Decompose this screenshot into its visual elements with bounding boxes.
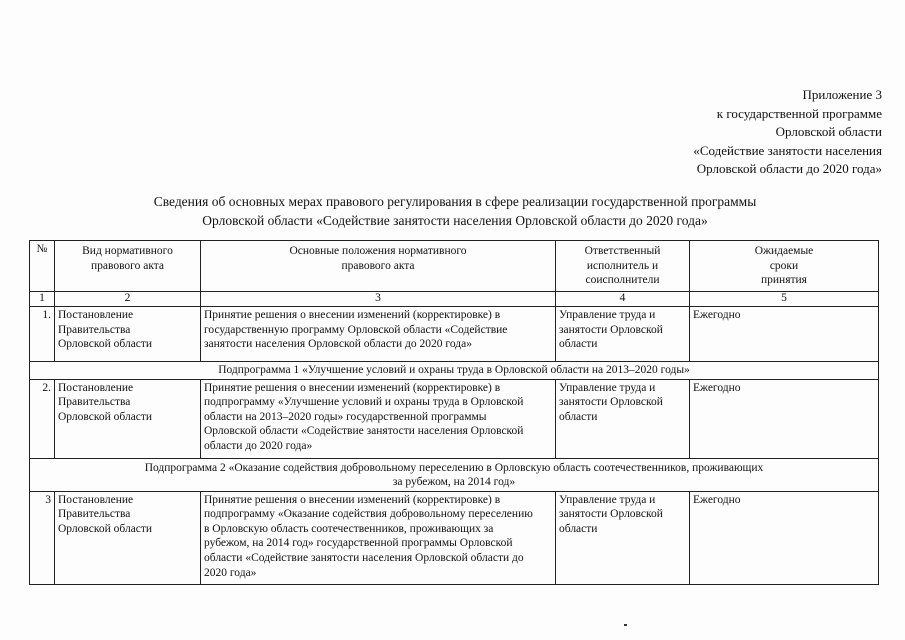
row-deadline: Ежегодно [690, 307, 879, 362]
appendix-line: Приложение 3 [802, 87, 882, 102]
column-number-row [30, 292, 879, 307]
row-number: 3 [30, 491, 55, 584]
subprogram-title: Подпрограмма 1 «Улучшение условий и охраны труда в Орловской области на 2013–2020 годы» [30, 362, 879, 380]
header-deadline: Ожидаемые сроки принятия [690, 241, 879, 292]
column-number: 3 [201, 292, 556, 307]
row-executor: Управление труда и занятости Орловской области [556, 379, 690, 458]
table-row [30, 307, 879, 362]
column-number: 2 [55, 292, 201, 307]
column-number: 4 [556, 292, 690, 307]
row-number: 1. [30, 307, 55, 362]
table-row [30, 379, 879, 458]
appendix-block [620, 86, 882, 179]
scan-speck [624, 624, 627, 626]
row-act-type: Постановление Правительства Орловской области [55, 491, 201, 584]
header-act-type: Вид нормативного правового акта [55, 241, 201, 292]
row-act-type: Постановление Правительства Орловской области [55, 307, 201, 362]
heading-line: Сведения об основных мерах правового регулирования в сфере реализации государственной программы [153, 194, 757, 209]
header-row [30, 241, 879, 292]
subprogram-title: Подпрограмма 2 «Оказание содействия добровольному переселению в Орловскую область соотечественников, проживающих за рубежом, на 2014 год» [30, 458, 879, 491]
document-heading [60, 192, 850, 230]
row-act-type: Постановление Правительства Орловской области [55, 379, 201, 458]
row-content: Принятие решения о внесении изменений (корректировке) в подпрограмму «Улучшение условий и охраны труда в Орловской области на 2013–2020 годы» государственной программы Орловской области «Содействие занятости населения Орловской области до 2020 года» [201, 379, 556, 458]
subprogram-row [30, 458, 879, 491]
row-number: 2. [30, 379, 55, 458]
row-executor: Управление труда и занятости Орловской области [556, 491, 690, 584]
header-executor: Ответственный исполнитель и соисполнители [556, 241, 690, 292]
table-row [30, 491, 879, 584]
row-content: Принятие решения о внесении изменений (корректировке) в государственную программу Орловской области «Содействие занятости населения Орловской области до 2020 года» [201, 307, 556, 362]
column-number: 1 [30, 292, 55, 307]
appendix-line: «Содействие занятости населения [693, 142, 882, 158]
heading-line: Орловской области «Содействие занятости населения Орловской области до 2020 года» [202, 213, 708, 228]
appendix-line: к государственной программе [716, 105, 882, 121]
appendix-line: Орловской области [775, 124, 882, 140]
header-number: № [30, 241, 55, 292]
row-content: Принятие решения о внесении изменений (корректировке) в подпрограмму «Оказание содействия добровольному переселению в Орловскую область соотечественников, проживающих за рубежом, на 2014 год» государственной программы Орловской области «Содействие занятости населения Орловской области до 2020 года» [201, 491, 556, 584]
row-executor: Управление труда и занятости Орловской области [556, 307, 690, 362]
appendix-line: Орловской области до 2020 года» [696, 161, 882, 177]
column-number: 5 [690, 292, 879, 307]
subprogram-row [30, 362, 879, 380]
measures-table [29, 240, 879, 585]
row-deadline: Ежегодно [690, 379, 879, 458]
header-provisions: Основные положения нормативного правового акта [201, 241, 556, 292]
row-deadline: Ежегодно [690, 491, 879, 584]
